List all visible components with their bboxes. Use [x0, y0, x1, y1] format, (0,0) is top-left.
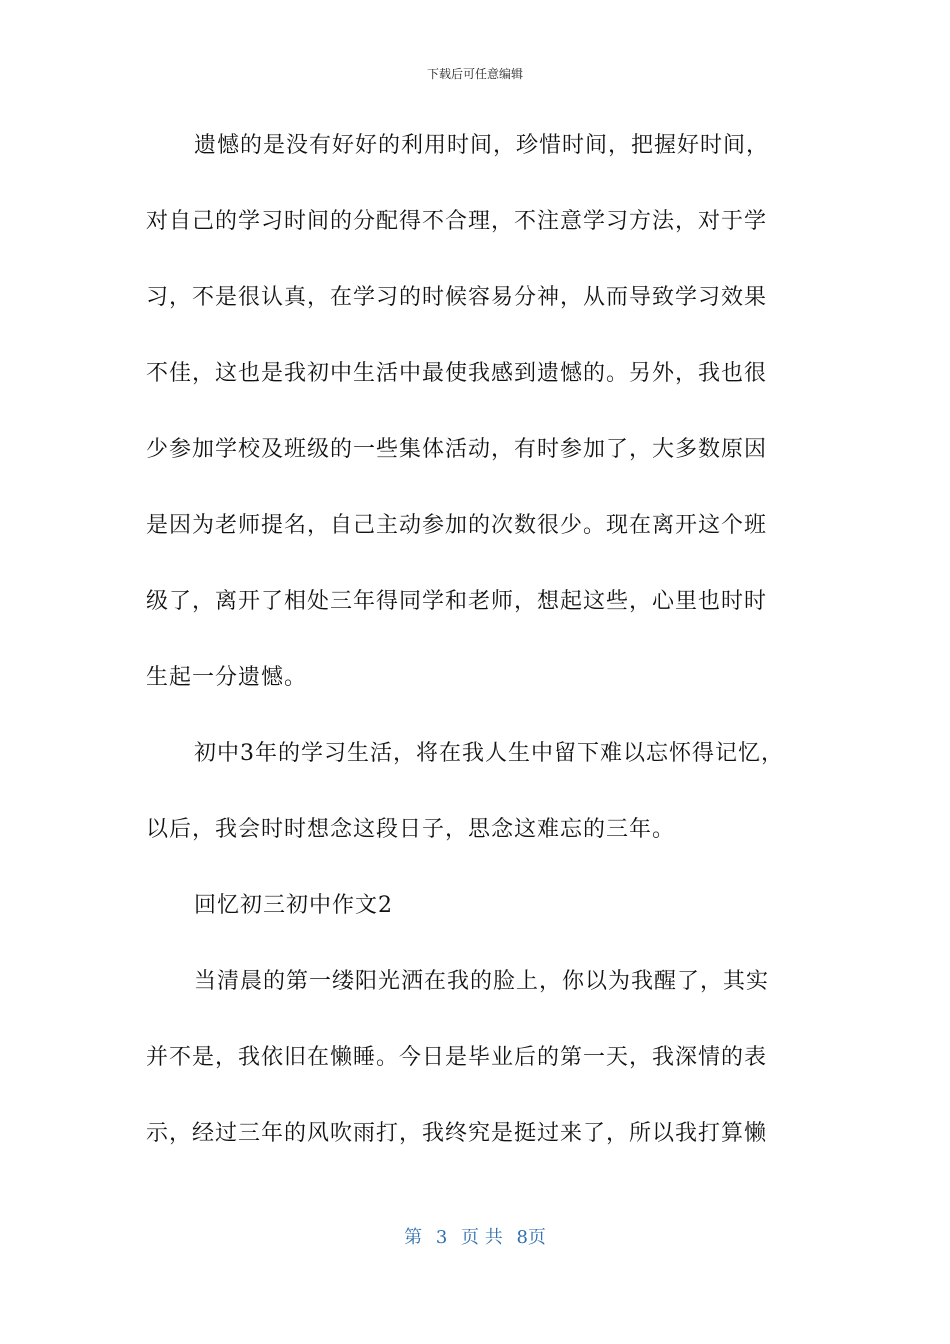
total-pages: 8页	[516, 1227, 546, 1248]
paragraph-line: 对自己的学习时间的分配得不合理，不注意学习方法，对于学	[146, 209, 768, 234]
paragraph-line: 以后，我会时时想念这段日子，思念这难忘的三年。	[146, 817, 676, 842]
paragraph-line: 当清晨的第一缕阳光洒在我的脸上，你以为我醒了，其实	[194, 969, 770, 994]
page-header: 下载后可任意编辑	[426, 67, 523, 81]
paragraph-line: 示，经过三年的风吹雨打，我终究是挺过来了，所以我打算懒	[146, 1121, 768, 1146]
paragraph-line: 并不是，我依旧在懒睡。今日是毕业后的第一天，我深情的表	[146, 1045, 768, 1070]
paragraph-line: 少参加学校及班级的一些集体活动，有时参加了，大多数原因	[146, 437, 768, 462]
current-page-number: 3	[435, 1227, 448, 1248]
paragraph-line: 初中3年的学习生活，将在我人生中留下难以忘怀得记忆，	[194, 741, 784, 766]
page-number-prefix: 第	[404, 1227, 423, 1248]
paragraph-line: 习，不是很认真，在学习的时候容易分神，从而导致学习效果	[146, 285, 768, 310]
paragraph-line: 遗憾的是没有好好的利用时间，珍惜时间，把握好时间，	[194, 133, 770, 158]
paragraph-line: 生起一分遗憾。	[146, 665, 308, 690]
paragraph-line: 不佳，这也是我初中生活中最使我感到遗憾的。另外，我也很	[146, 361, 768, 386]
page-footer	[0, 1226, 950, 1250]
paragraph-line: 是因为老师提名，自己主动参加的次数很少。现在离开这个班	[146, 513, 768, 538]
body-text	[146, 121, 806, 1185]
paragraph-line: 级了，离开了相处三年得同学和老师，想起这些，心里也时时	[146, 589, 768, 614]
section-heading: 回忆初三初中作文2	[194, 893, 393, 918]
page-number-middle: 页 共	[461, 1227, 503, 1248]
